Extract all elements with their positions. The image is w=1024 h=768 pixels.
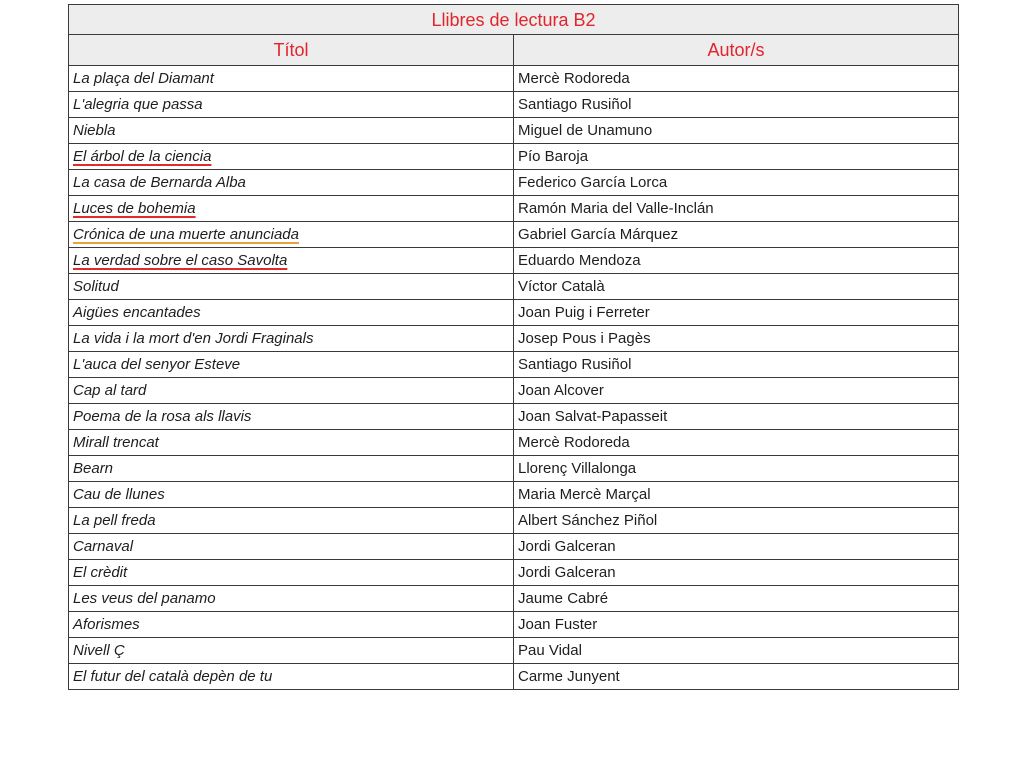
book-title: Mirall trencat bbox=[69, 430, 514, 456]
table-row bbox=[69, 560, 959, 586]
book-title: Cau de llunes bbox=[69, 482, 514, 508]
book-author: Albert Sánchez Piñol bbox=[514, 508, 959, 534]
title-text: El árbol de la ciencia bbox=[73, 147, 212, 165]
table-row bbox=[69, 300, 959, 326]
table-row bbox=[69, 586, 959, 612]
book-title: Aigües encantades bbox=[69, 300, 514, 326]
table-row bbox=[69, 222, 959, 248]
book-title: El futur del català depèn de tu bbox=[69, 664, 514, 690]
table-title-row bbox=[69, 5, 959, 35]
title-text: Crónica de una muerte anunciada bbox=[73, 225, 299, 243]
table-row bbox=[69, 326, 959, 352]
book-title: L'auca del senyor Esteve bbox=[69, 352, 514, 378]
book-title: Solitud bbox=[69, 274, 514, 300]
book-title: La pell freda bbox=[69, 508, 514, 534]
book-title: Les veus del panamo bbox=[69, 586, 514, 612]
book-author: Víctor Català bbox=[514, 274, 959, 300]
book-author: Mercè Rodoreda bbox=[514, 66, 959, 92]
book-title bbox=[69, 196, 514, 222]
book-author: Mercè Rodoreda bbox=[514, 430, 959, 456]
table-row bbox=[69, 404, 959, 430]
table-row bbox=[69, 664, 959, 690]
table-row bbox=[69, 612, 959, 638]
book-title: Bearn bbox=[69, 456, 514, 482]
table-row bbox=[69, 92, 959, 118]
table-row bbox=[69, 482, 959, 508]
book-author: Jordi Galceran bbox=[514, 560, 959, 586]
table-row bbox=[69, 430, 959, 456]
book-title: Cap al tard bbox=[69, 378, 514, 404]
book-author: Santiago Rusiñol bbox=[514, 92, 959, 118]
table-row bbox=[69, 456, 959, 482]
table-row bbox=[69, 170, 959, 196]
column-header-author: Autor/s bbox=[514, 35, 959, 66]
book-author: Joan Puig i Ferreter bbox=[514, 300, 959, 326]
book-title: La casa de Bernarda Alba bbox=[69, 170, 514, 196]
reading-list-document bbox=[68, 4, 958, 690]
book-title: Aforismes bbox=[69, 612, 514, 638]
table-row bbox=[69, 144, 959, 170]
book-title: Poema de la rosa als llavis bbox=[69, 404, 514, 430]
book-title bbox=[69, 248, 514, 274]
title-text: Luces de bohemia bbox=[73, 199, 196, 217]
table-row bbox=[69, 196, 959, 222]
book-author: Eduardo Mendoza bbox=[514, 248, 959, 274]
book-author: Jordi Galceran bbox=[514, 534, 959, 560]
book-title: Carnaval bbox=[69, 534, 514, 560]
book-author: Maria Mercè Marçal bbox=[514, 482, 959, 508]
table-row bbox=[69, 118, 959, 144]
table-row bbox=[69, 508, 959, 534]
book-title: Nivell Ç bbox=[69, 638, 514, 664]
table-row bbox=[69, 352, 959, 378]
book-author: Llorenç Villalonga bbox=[514, 456, 959, 482]
table-row bbox=[69, 534, 959, 560]
book-author: Miguel de Unamuno bbox=[514, 118, 959, 144]
book-author: Joan Alcover bbox=[514, 378, 959, 404]
book-title: Niebla bbox=[69, 118, 514, 144]
table-row bbox=[69, 378, 959, 404]
table-row bbox=[69, 66, 959, 92]
book-author: Jaume Cabré bbox=[514, 586, 959, 612]
book-title: La vida i la mort d'en Jordi Fraginals bbox=[69, 326, 514, 352]
book-title bbox=[69, 144, 514, 170]
book-author: Joan Salvat-Papasseit bbox=[514, 404, 959, 430]
table-row bbox=[69, 248, 959, 274]
book-title: L'alegria que passa bbox=[69, 92, 514, 118]
book-author: Joan Fuster bbox=[514, 612, 959, 638]
book-author: Josep Pous i Pagès bbox=[514, 326, 959, 352]
table-row bbox=[69, 274, 959, 300]
book-author: Federico García Lorca bbox=[514, 170, 959, 196]
table-title: Llibres de lectura B2 bbox=[69, 5, 959, 35]
book-title bbox=[69, 222, 514, 248]
book-author: Gabriel García Márquez bbox=[514, 222, 959, 248]
table-header-row bbox=[69, 35, 959, 66]
book-author: Pío Baroja bbox=[514, 144, 959, 170]
book-title: El crèdit bbox=[69, 560, 514, 586]
book-author: Pau Vidal bbox=[514, 638, 959, 664]
book-author: Santiago Rusiñol bbox=[514, 352, 959, 378]
title-text: La verdad sobre el caso Savolta bbox=[73, 251, 288, 269]
book-author: Ramón Maria del Valle-Inclán bbox=[514, 196, 959, 222]
book-author: Carme Junyent bbox=[514, 664, 959, 690]
reading-list-table bbox=[68, 4, 959, 690]
book-title: La plaça del Diamant bbox=[69, 66, 514, 92]
table-row bbox=[69, 638, 959, 664]
column-header-title: Títol bbox=[69, 35, 514, 66]
